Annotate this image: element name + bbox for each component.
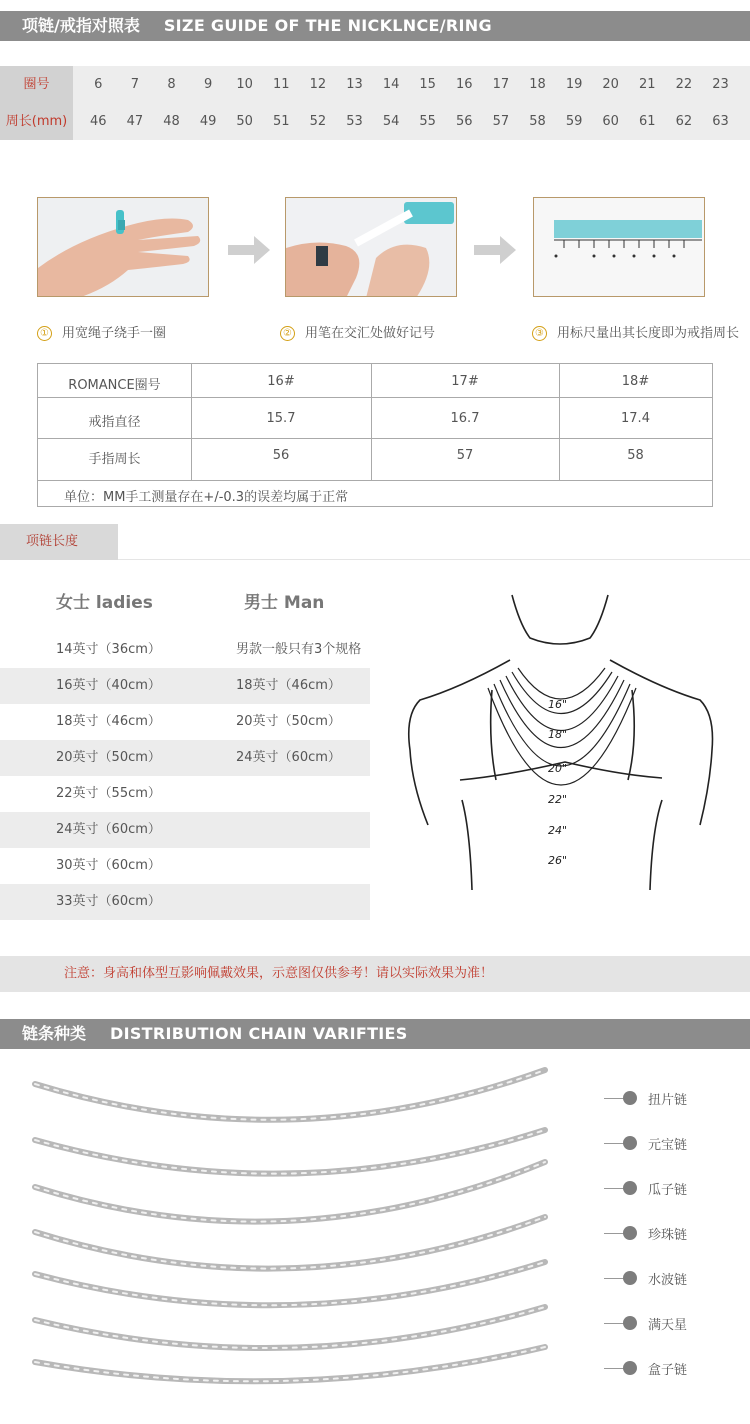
table-cell: 57: [456, 448, 474, 463]
ring-circumference-row-label: 周长(mm): [0, 103, 73, 140]
necklace-length-tab: 项链长度: [0, 524, 118, 560]
romance-size-table: [37, 363, 713, 507]
chain-type-label: 满天星: [648, 1318, 688, 1333]
chain-types-title-en: DISTRIBUTION CHAIN VARIFTIES: [110, 1024, 408, 1043]
step-text: 用标尺量出其长度即为戒指周长: [557, 326, 740, 341]
step-text: 用宽绳子绕手一圈: [62, 326, 167, 341]
ring-size-cell: 19: [565, 77, 583, 92]
ladies-length-item: 33英寸（60cm）: [56, 894, 161, 909]
arrow-icon: [228, 236, 270, 264]
ring-circumference-cell: 62: [675, 114, 693, 129]
men-length-item: 男款一般只有3个规格: [236, 642, 362, 657]
ring-size-cell: 12: [309, 77, 327, 92]
ring-circumference-cell: 60: [602, 114, 619, 129]
size-guide-title-en: SIZE GUIDE OF THE NICKLNCE/RING: [163, 16, 492, 35]
ring-size-row-label: 圈号: [0, 66, 73, 103]
chain-type-label: 盒子链: [648, 1363, 688, 1378]
chain-types-title-cn: 链条种类: [22, 1024, 87, 1043]
ring-circumference-cell: 63: [712, 114, 729, 129]
ladies-length-item: 30英寸（60cm）: [56, 858, 161, 873]
chain-type-label: 瓜子链: [648, 1183, 688, 1198]
bullet-icon: [623, 1181, 637, 1195]
ring-size-cell: 6: [94, 77, 103, 92]
table-note: 单位：MM手工测量存在+/-0.3的误差均属于正常: [64, 490, 349, 505]
ring-circumference-cell: 58: [529, 114, 546, 129]
chain-type-label: 珍珠链: [648, 1228, 688, 1243]
length-label-24: 24": [548, 824, 568, 837]
ring-circumference-cell: 49: [199, 114, 217, 129]
chain-type-label: 水波链: [648, 1273, 688, 1288]
table-header: 18#: [621, 374, 650, 389]
ring-size-cell: 20: [602, 77, 619, 92]
ring-circumference-cell: 52: [309, 114, 327, 129]
ring-size-cell: 17: [492, 77, 510, 92]
chain-types-header: [0, 1019, 750, 1049]
ring-size-cell: 11: [273, 77, 290, 92]
bullet-icon: [623, 1091, 637, 1105]
step-2-caption: [280, 322, 435, 341]
ring-size-cell: 15: [419, 77, 436, 92]
ring-circumference-cell: 46: [90, 114, 107, 129]
step-1-caption: [37, 322, 166, 341]
ring-size-table: [0, 66, 750, 140]
ring-size-cell: 21: [639, 77, 656, 92]
ring-size-cell: 18: [529, 77, 546, 92]
step-1-image: [37, 197, 209, 297]
bullet-icon: [623, 1271, 637, 1285]
ring-circumference-cell: 51: [273, 114, 290, 129]
table-cell: 56: [272, 448, 290, 463]
ring-size-cell: 8: [167, 77, 176, 92]
ladies-length-item: 16英寸（40cm）: [56, 678, 161, 693]
ring-circumference-cell: 50: [236, 114, 253, 129]
ring-size-cell: 14: [382, 77, 400, 92]
necklace-length-diagram: [400, 590, 730, 920]
ring-size-cell: 16: [456, 77, 473, 92]
step-text: 用笔在交汇处做好记号: [305, 326, 436, 341]
size-guide-header: [0, 11, 750, 41]
table-header: 17#: [451, 374, 479, 389]
men-length-item: 20英寸（50cm）: [236, 714, 341, 729]
step-2-image: [285, 197, 457, 297]
ladies-length-item: 14英寸（36cm）: [56, 642, 161, 657]
bullet-icon: [623, 1226, 637, 1240]
step-3-caption: [532, 322, 739, 341]
bullet-icon: [623, 1136, 637, 1150]
ring-size-cell: 23: [712, 77, 729, 92]
length-label-20: 20": [548, 762, 568, 775]
size-guide-title-cn: 项链/戒指对照表: [22, 16, 140, 35]
table-row-label: 戒指直径: [88, 415, 141, 430]
ladies-length-item: 20英寸（50cm）: [56, 750, 161, 765]
ring-circumference-cell: 47: [126, 114, 144, 129]
ring-circumference-cell: 54: [382, 114, 400, 129]
ring-size-cell: 22: [675, 77, 693, 92]
ladies-length-item: 22英寸（55cm）: [56, 786, 161, 801]
step-number: ①: [37, 326, 52, 341]
ring-circumference-cell: 48: [163, 114, 180, 129]
step-number: ③: [532, 326, 547, 341]
step-3-image: [533, 197, 705, 297]
ring-size-cell: 10: [236, 77, 253, 92]
ladies-title: 女士 ladies: [56, 593, 153, 613]
fit-note: 注意：身高和体型互影响佩戴效果，示意图仅供参考！请以实际效果为准！: [0, 956, 750, 992]
table-cell: 15.7: [266, 411, 296, 426]
chain-type-label: 扭片链: [648, 1093, 688, 1108]
ring-circumference-row: [0, 103, 750, 140]
ring-circumference-cell: 59: [565, 114, 583, 129]
table-header: 16#: [267, 374, 295, 389]
step-number: ②: [280, 326, 295, 341]
ladies-length-item: 24英寸（60cm）: [56, 822, 161, 837]
men-length-item: 24英寸（60cm）: [236, 750, 341, 765]
length-label-18: 18": [548, 728, 568, 741]
ladies-length-item: 18英寸（46cm）: [56, 714, 161, 729]
ring-circumference-cell: 61: [639, 114, 656, 129]
chain-type-label: 元宝链: [648, 1138, 688, 1153]
table-cell: 58: [627, 448, 644, 463]
ring-circumference-cell: 55: [419, 114, 436, 129]
table-row-label: 手指周长: [88, 452, 141, 467]
ring-circumference-cell: 53: [346, 114, 363, 129]
length-label-26: 26": [548, 854, 568, 867]
arrow-icon: [474, 236, 516, 264]
length-label-22: 22": [548, 793, 568, 806]
ring-circumference-cell: 57: [492, 114, 510, 129]
ring-size-row: [0, 66, 750, 103]
chain-samples-image: [20, 1062, 580, 1392]
bullet-icon: [623, 1361, 637, 1375]
men-title: 男士 Man: [244, 593, 325, 613]
ring-size-cell: 9: [203, 77, 213, 92]
table-cell: 17.4: [621, 411, 650, 426]
table-cell: 16.7: [450, 411, 480, 426]
men-length-item: 18英寸（46cm）: [236, 678, 341, 693]
ring-size-cell: 13: [346, 77, 363, 92]
bullet-icon: [623, 1316, 637, 1330]
length-label-16: 16": [548, 698, 568, 711]
ring-size-cell: 7: [130, 77, 140, 92]
table-header: ROMANCE圈号: [68, 378, 161, 393]
ring-circumference-cell: 56: [456, 114, 473, 129]
